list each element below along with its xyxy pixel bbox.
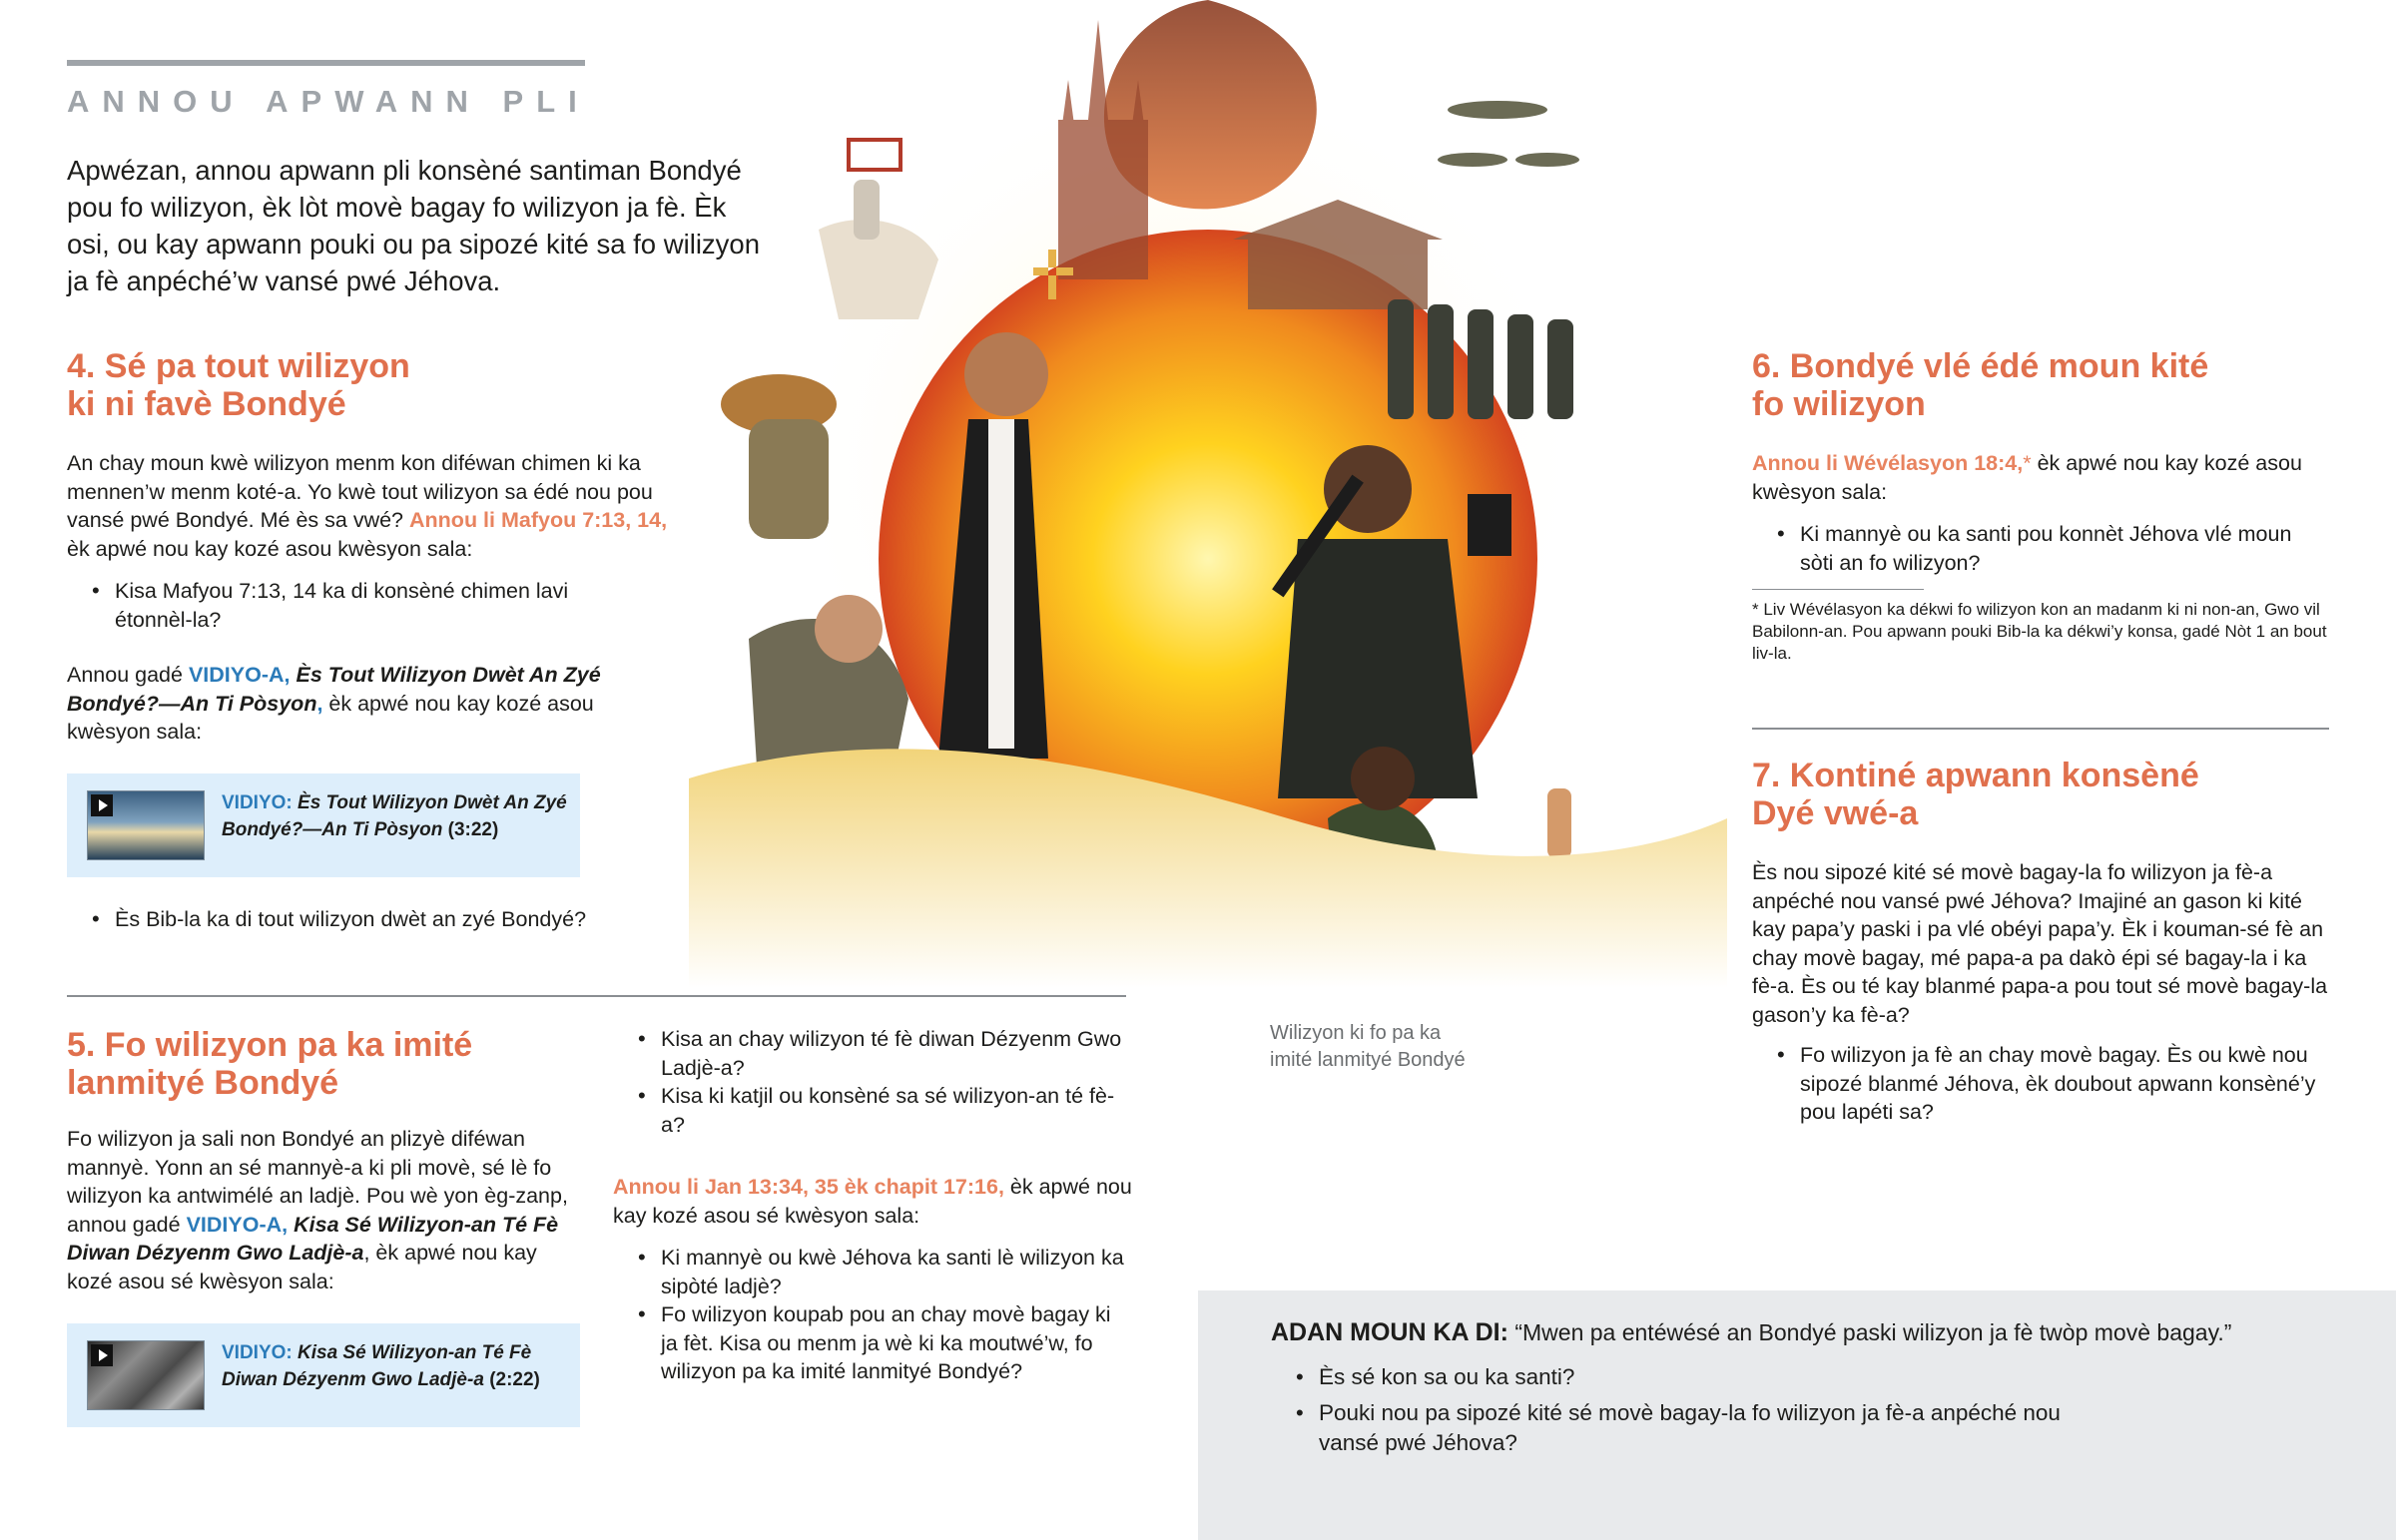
section-divider [67,995,1126,997]
para-tail: èk apwé nou kay kozé asou sé kwèsyon sala: [613,1175,1132,1228]
section-5-title-line2: lanmityé Bondyé [67,1064,339,1102]
callout-quote: “Mwen pa entéwésé an Bondyé paski wilizyon ja fè twòp movè bagay.” [1514,1319,2232,1345]
scripture-reference-link[interactable]: Annou li Wévélasyon 18:4, [1752,451,2024,475]
section-4-title-line1: 4. Sé pa tout wilizyon [67,347,410,385]
question-item: • Ès sé kon sa ou ka santi? [1271,1362,2090,1392]
question-item: • Pouki nou pa sipozé kité sé movè bagay-la fo wilizyon ja fè-a anpéché nou vansé pwé Jéhova? [1271,1398,2090,1458]
video-link[interactable]: VIDIYO-A, [188,663,291,687]
section-4-title-line2: ki ni favè Bondyé [67,385,346,423]
section-4-watch-paragraph [67,661,626,747]
header-rule [67,60,585,66]
video-card-2[interactable] [67,1323,580,1427]
video-card-1[interactable] [67,773,580,877]
footnote-rule [1752,589,1924,590]
section-7-title-line1: 7. Kontiné apwann konsèné [1752,757,2199,794]
para-text: An chay moun kwè wilizyon menm kon diféwan chimen ki ka mennen’w menm koté-a. Yo kwè tout wilizyon sa édé nou pou vansé pwé Bondyé. Mé ès sa vwé? [67,451,653,532]
video-label: VIDIYO: [222,1342,293,1363]
section-6-read-paragraph [1752,449,2371,506]
question-item: • Kisa ki katjil ou konsèné sa sé wilizyon-an té fè-a? [613,1082,1132,1139]
para-text: Fo wilizyon ja sali non Bondyé an plizyè diféwan mannyè. Yonn an sé mannyè-a ki pli movè, sé lè fo wilizyon ka antwimélé an ladjè. Pou wè yon èg-zanp, annou gadé [67,1127,568,1237]
section-7-title-line2: Dyé vwé-a [1752,794,1919,832]
section-4-heading [67,347,666,423]
play-icon[interactable] [91,794,113,816]
play-icon[interactable] [91,1344,113,1366]
video-thumbnail[interactable] [87,790,205,860]
section-5-question-list-2 [613,1244,1132,1386]
video-label: VIDIYO: [222,792,293,813]
section-5-heading [67,1026,626,1102]
section-6-question-list [1752,520,2311,577]
video-title[interactable]: Ès Tout Wilizyon Dwèt An Zyé Bondyé?—An Ti Pòsyon [222,792,567,840]
question-item: • Kisa Mafyou 7:13, 14 ka di konsèné chimen lavi étonnèl-la? [67,577,626,634]
section-6-title-line2: fo wilizyon [1752,385,1926,423]
scripture-reference-link[interactable]: Annou li Mafyou 7:13, 14, [409,508,668,532]
footnote-marker[interactable]: * [2023,451,2032,475]
punctuation: , [316,691,323,716]
video-thumbnail[interactable] [87,1340,205,1410]
footnote-text: * Liv Wévélasyon ka dékwi fo wilizyon kon an madanm ki ni non-an, Gwo vil Babilonn-an. Pou apwann pouki Bib-la ka dékwi’y konsa, gadé Nòt 1 an bout liv-la. [1752,600,2327,663]
section-7-paragraph: Ès nou sipozé kité sé movè bagay-la fo wilizyon ja fè-a anpéché nou vansé pwé Jéhova? Imajiné an gason ki kité kay papa’y paski i pa vlé obéyi papa’y. Èk i kouman-sé fè an chay movè bagay, mé papa-a pa dakò épi sé bagay-la i ka fè-a. Ès ou té kay blanmé papa-a pou tout sé movè bagay-la gason’y ka fè-a? [1752,860,2328,1027]
soldier-helmet [721,374,837,539]
some-people-say-questions [1271,1362,2090,1458]
religion-war-illustration [689,0,1727,988]
video-duration: (2:22) [489,1369,540,1390]
video-card-text [222,789,571,843]
scripture-reference-link[interactable]: Annou li Jan 13:34, 35 èk chapit 17:16, [613,1175,1004,1199]
video-title[interactable]: Kisa Sé Wilizyon-an Té Fè Diwan Dézyenm Gwo Ladjè-a [222,1342,532,1390]
intro-paragraph: Apwézan, annou apwann pli konsèné santiman Bondyé pou fo wilizyon, èk lòt movè bagay fo wilizyon ja fè. Èk osi, ou kay apwann pouki ou pa sipozé kité sa fo wilizyon ja fè anpéché’w vansé pwé Jéhova. [67,155,761,296]
section-5-paragraph [67,1125,586,1295]
section-4-question-list [67,577,626,634]
video-title-link[interactable]: Kisa Sé Wilizyon-an Té Fè Diwan Dézyenm Gwo Ladjè-a [67,1212,559,1265]
illustration-caption [1270,1020,1569,1074]
para-text: Annou gadé [67,663,183,687]
question-item: • Ki mannyè ou ka santi pou konnèt Jéhova vlé moun sòti an fo wilizyon? [1752,520,2311,577]
para-tail: èk apwé nou kay kozé asou kwèsyon sala: [1752,451,2302,504]
section-5-read-paragraph [613,1173,1132,1230]
section-5-question-list [613,1025,1132,1139]
question-item: • Kisa an chay wilizyon té fè diwan Dézyenm Gwo Ladjè-a? [613,1025,1132,1082]
section-4-question-list-2 [67,905,666,934]
caption-line: Wilizyon ki fo pa ka [1270,1022,1442,1044]
video-duration: (3:22) [447,819,499,840]
video-title-link[interactable]: Ès Tout Wilizyon Dwèt An Zyé Bondyé?—An Ti Pòsyon [67,663,601,716]
para-tail: , èk apwé nou kay kozé asou sé kwèsyon sala: [67,1241,537,1293]
section-kicker: ANNOU APWANN PLI [67,84,590,119]
question-item: • Fo wilizyon ja fè an chay movè bagay. Ès ou kwè nou sipozé blanmé Jéhova, èk doubout apwann konsèné’y pou lapéti sa? [1752,1041,2331,1127]
video-link[interactable]: VIDIYO-A, [186,1212,289,1237]
video-card-text [222,1339,571,1393]
section-6-heading [1752,347,2371,423]
section-7-heading [1752,757,2371,832]
section-5-title-line1: 5. Fo wilizyon pa ka imité [67,1026,473,1064]
warplanes [1438,101,1579,167]
caption-line: imité lanmityé Bondyé [1270,1049,1466,1071]
section-divider [1752,728,2329,730]
callout-label: ADAN MOUN KA DI: [1271,1318,1508,1346]
section-7-question-list [1752,1041,2331,1127]
question-item: • Fo wilizyon koupab pou an chay movè bagay ki ja fèt. Kisa ou menm ja wè ki ka moutwé’w, fo wilizyon pa ka imité lanmityé Bondyé? [613,1300,1132,1386]
para-tail: èk apwé nou kay kozé asou kwèsyon sala: [67,536,473,561]
section-6-title-line1: 6. Bondyé vlé édé moun kité [1752,347,2209,385]
question-item: • Ès Bib-la ka di tout wilizyon dwèt an zyé Bondyé? [67,905,666,934]
section-4-paragraph [67,449,686,563]
para-tail: èk apwé nou kay kozé asou kwèsyon sala: [67,691,594,744]
question-item: • Ki mannyè ou kwè Jéhova ka santi lè wilizyon ka sipòté ladjè? [613,1244,1132,1300]
some-people-say-line [1271,1317,2369,1347]
